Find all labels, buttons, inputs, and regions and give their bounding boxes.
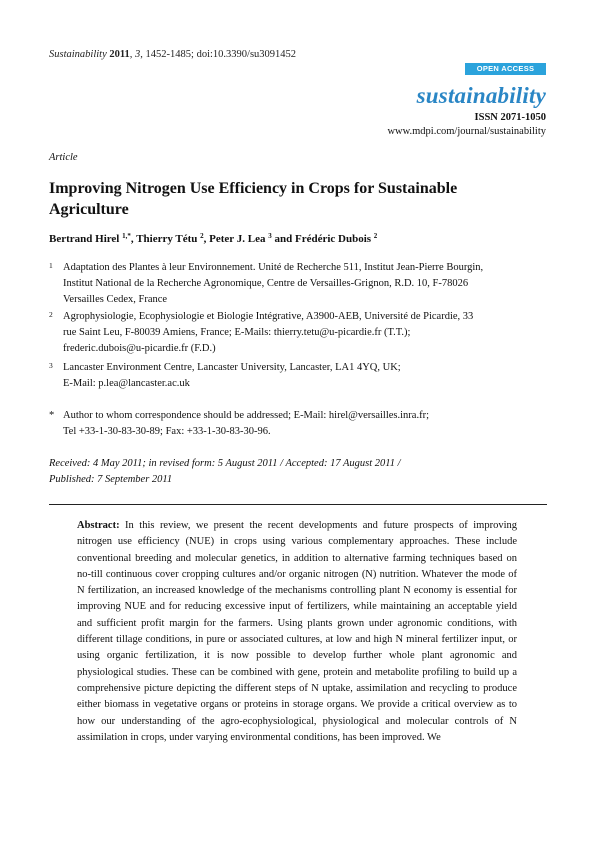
abstract [77, 518, 517, 746]
divider [49, 504, 547, 505]
article-title: Improving Nitrogen Use Efficiency in Crops for Sustainable Agriculture [49, 180, 458, 218]
citation-line [49, 49, 296, 60]
affiliation-line: E-Mail: p.lea@lancaster.ac.uk [63, 378, 190, 389]
journal-name: sustainability [416, 83, 546, 108]
issn: ISSN 2071-1050 [474, 112, 546, 123]
affiliation-line: Agrophysiologie, Ecophysiologie et Biologie Intégrative, A3900-AEB, Université de Picardie, 33 [63, 311, 474, 322]
author-separator: , [130, 233, 137, 245]
affiliation-2 [49, 309, 549, 357]
author-list [49, 232, 377, 245]
affiliation-line: rue Saint Leu, F-80039 Amiens, France; E-Mails: thierry.tetu@u-picardie.fr (T.T.); [63, 327, 411, 338]
author-affil: 3 [268, 232, 272, 240]
author-name: Thierry Tétu [136, 233, 198, 245]
affiliation-number: 1 [49, 261, 53, 270]
dates-line: Published: 7 September 2011 [49, 474, 173, 485]
citation-year: 2011 [106, 49, 130, 60]
author-name: Peter J. Lea [209, 233, 266, 245]
affiliation-number: 2 [49, 310, 53, 319]
author-name: Bertrand Hirel [49, 233, 120, 245]
author-separator: and [271, 233, 295, 245]
author-name: Frédéric Dubois [294, 233, 372, 245]
affiliation-3 [49, 360, 549, 392]
affiliation-line: Versailles Cedex, France [63, 294, 168, 305]
author-affil: 1,* [122, 232, 131, 240]
author-separator: , [203, 233, 210, 245]
journal-url[interactable]: www.mdpi.com/journal/sustainability [387, 126, 546, 137]
abstract-text: In this review, we present the recent developments and future prospects of improving nitrogen use efficiency (NUE) in crops using various complementary approaches. These include conventional breeding and molecular genetics, in addition to alternative farming techniques based on no-till continuous cover cropping cultures and/or organic nitrogen (N) nutrition. Whatever the mode of N fertilization, an increased knowledge of the mechanisms controlling plant N economy is essential for improving NUE and for reducing excessive input of fertilizers, while maintaining an acceptable yield and sufficient profit margin for the farmers. Using plants grown under agronomic conditions, with different tillage conditions, in pure or associated cultures, at low and high N mineral fertilizer input, or using organic fertilization, it is now possible to develop further whole plant agronomic and physiological studies. These can be combined with gene, protein and metabolite profiling to build up a comprehensive picture depicting the different steps of N uptake, assimilation and recycling to produce either biomass in vegetative organs or proteins in storage organs. We provide a critical overview as to how our understanding of the agro-ecophysiological, physiological and molecular controls of N assimilation in crops, under varying environmental conditions, has been improved. We [77, 520, 517, 743]
affiliation-line: Institut National de la Recherche Agronomique, Centre de Versailles-Grignon, R.D. 10, F-78026 [63, 278, 469, 289]
citation-volume: , 3 [129, 49, 141, 60]
correspondence-line: Author to whom correspondence should be addressed; E-Mail: hirel@versailles.inra.fr; [63, 410, 429, 421]
correspondence-note [49, 408, 549, 440]
abstract-label: Abstract: [77, 520, 120, 531]
open-access-badge: OPEN ACCESS [465, 63, 546, 75]
publication-dates [49, 456, 499, 488]
affiliation-line: Adaptation des Plantes à leur Environnement. Unité de Recherche 511, Institut Jean-Pierre Bourgin, [63, 262, 484, 273]
citation-journal: Sustainability [49, 49, 107, 60]
correspondence-line: Tel +33-1-30-83-30-89; Fax: +33-1-30-83-30-96. [63, 426, 271, 437]
author-affil: 2 [200, 232, 204, 240]
affiliation-1 [49, 260, 549, 308]
affiliation-number: 3 [49, 361, 53, 370]
affiliation-line: frederic.dubois@u-picardie.fr (F.D.) [63, 343, 216, 354]
dates-line: Received: 4 May 2011; in revised form: 5 August 2011 / Accepted: 17 August 2011 / [49, 458, 401, 469]
article-type: Article [49, 152, 78, 163]
correspondence-mark: * [49, 410, 55, 421]
citation-doi: , 1452-1485; doi:10.3390/su3091452 [140, 49, 297, 60]
author-affil: 2 [373, 232, 378, 240]
affiliation-line: Lancaster Environment Centre, Lancaster University, Lancaster, LA1 4YQ, UK; [63, 362, 401, 373]
